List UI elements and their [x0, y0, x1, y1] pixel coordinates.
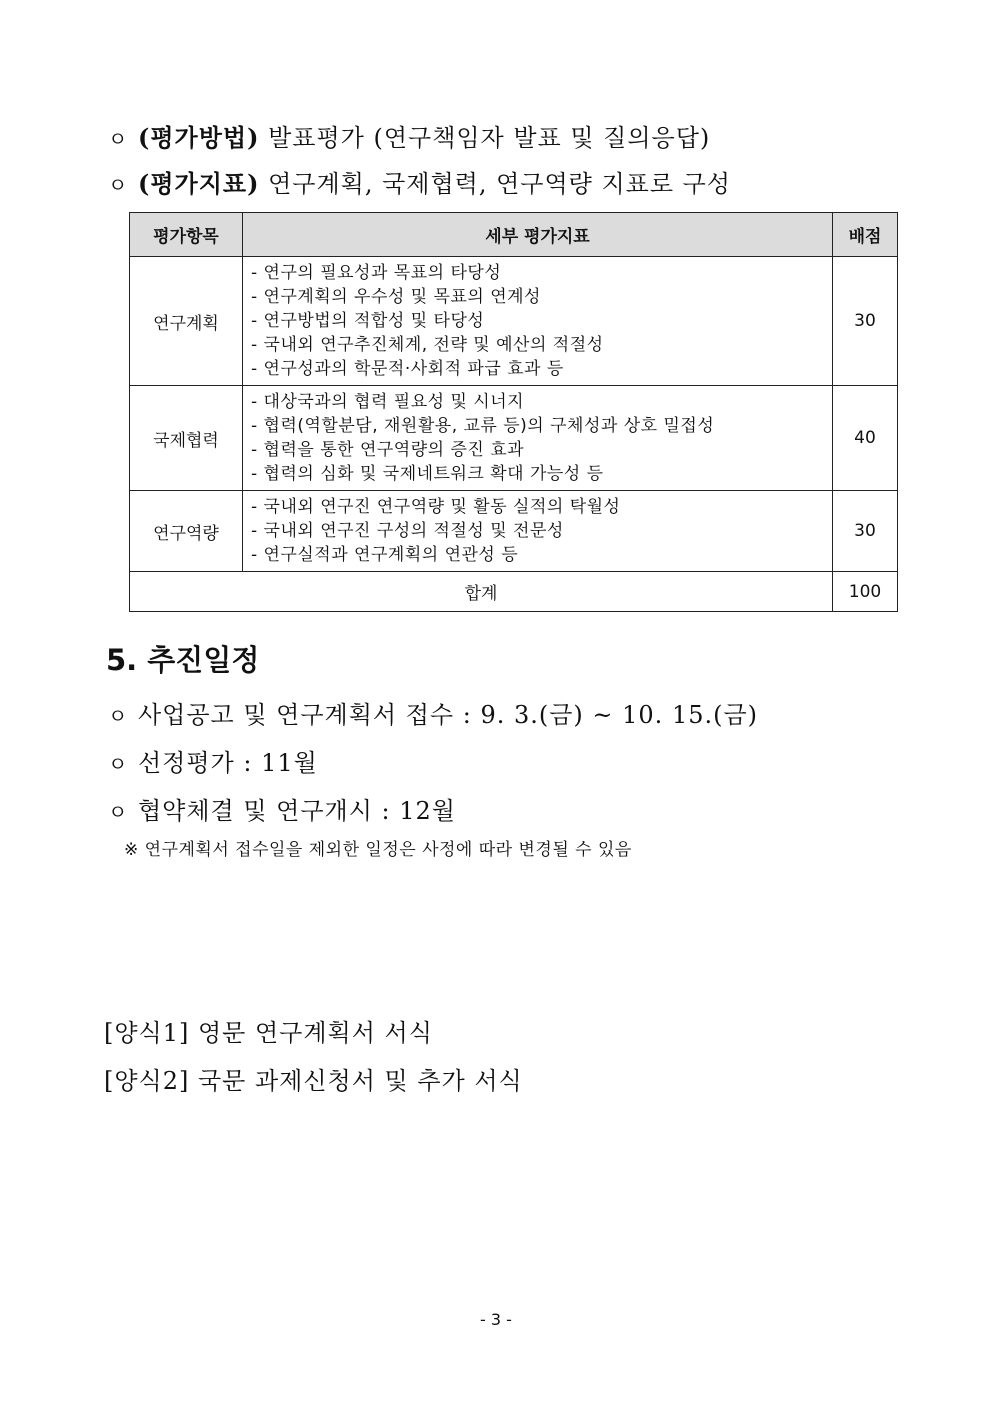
table-row: [130, 491, 898, 572]
list-item: - 국내외 연구추진체계, 전략 및 예산의 적절성: [251, 335, 604, 355]
form-item: [양식2] 국문 과제신청서 및 추가 서식: [104, 1067, 523, 1095]
list-item: - 연구실적과 연구계획의 연관성 등: [251, 545, 519, 565]
row-score: 30: [833, 491, 898, 572]
row-score: 30: [833, 257, 898, 386]
list-item: - 협력(역할분담, 재원활용, 교류 등)의 구체성과 상호 밀접성: [251, 416, 715, 436]
row-category: 국제협력: [130, 386, 243, 491]
header-score: 배점: [833, 213, 898, 257]
list-item: - 연구의 필요성과 목표의 타당성: [251, 263, 502, 283]
schedule-text: 사업공고 및 연구계획서 접수 : 9. 3.(금) ~ 10. 15.(금): [138, 701, 759, 729]
eval-method-line: [108, 118, 710, 153]
eval-method-label: (평가방법): [138, 123, 260, 152]
row-items: [243, 257, 833, 386]
evaluation-table: [129, 212, 898, 612]
schedule-note: ※ 연구계획서 접수일을 제외한 일정은 사정에 따라 변경될 수 있음: [124, 840, 632, 860]
schedule-text: 선정평가 : 11월: [138, 749, 318, 777]
list-item: - 연구성과의 학문적·사회적 파급 효과 등: [251, 359, 564, 379]
schedule-item: [108, 791, 456, 826]
form-item: [양식1] 영문 연구계획서 서식: [104, 1019, 433, 1047]
eval-index-text: 연구계획, 국제협력, 연구역량 지표로 구성: [268, 170, 731, 198]
row-items: [243, 491, 833, 572]
row-category: 연구계획: [130, 257, 243, 386]
schedule-heading: 5. 추진일정: [106, 643, 260, 677]
total-label: 합계: [130, 572, 833, 612]
list-item: - 대상국과의 협력 필요성 및 시너지: [251, 392, 525, 412]
bullet-mark: ㅇ: [108, 752, 129, 776]
eval-method-text: 발표평가 (연구책임자 발표 및 질의응답): [268, 124, 711, 152]
bullet-mark: ㅇ: [108, 800, 129, 824]
row-category: 연구역량: [130, 491, 243, 572]
list-item: - 협력을 통한 연구역량의 증진 효과: [251, 440, 525, 460]
schedule-text: 협약체결 및 연구개시 : 12월: [138, 797, 456, 825]
bullet-mark: ㅇ: [108, 704, 129, 728]
eval-index-line: [108, 164, 731, 199]
list-item: - 협력의 심화 및 국제네트워크 확대 가능성 등: [251, 464, 604, 484]
row-score: 40: [833, 386, 898, 491]
header-category: 평가항목: [130, 213, 243, 257]
row-items: [243, 386, 833, 491]
table-row: [130, 257, 898, 386]
list-item: - 연구방법의 적합성 및 타당성: [251, 311, 485, 331]
eval-index-label: (평가지표): [138, 169, 260, 198]
bullet-mark: ㅇ: [108, 127, 129, 151]
header-detail: 세부 평가지표: [243, 213, 833, 257]
bullet-mark: ㅇ: [108, 173, 129, 197]
table-row: [130, 386, 898, 491]
list-item: - 연구계획의 우수성 및 목표의 연계성: [251, 287, 541, 307]
list-item: - 국내외 연구진 연구역량 및 활동 실적의 탁월성: [251, 497, 621, 517]
schedule-item: [108, 695, 758, 730]
table-total-row: [130, 572, 898, 612]
schedule-item: [108, 743, 318, 778]
list-item: - 국내외 연구진 구성의 적절성 및 전문성: [251, 521, 564, 541]
table-header-row: [130, 213, 898, 257]
page-number: - 3 -: [480, 1310, 512, 1329]
total-score: 100: [833, 572, 898, 612]
